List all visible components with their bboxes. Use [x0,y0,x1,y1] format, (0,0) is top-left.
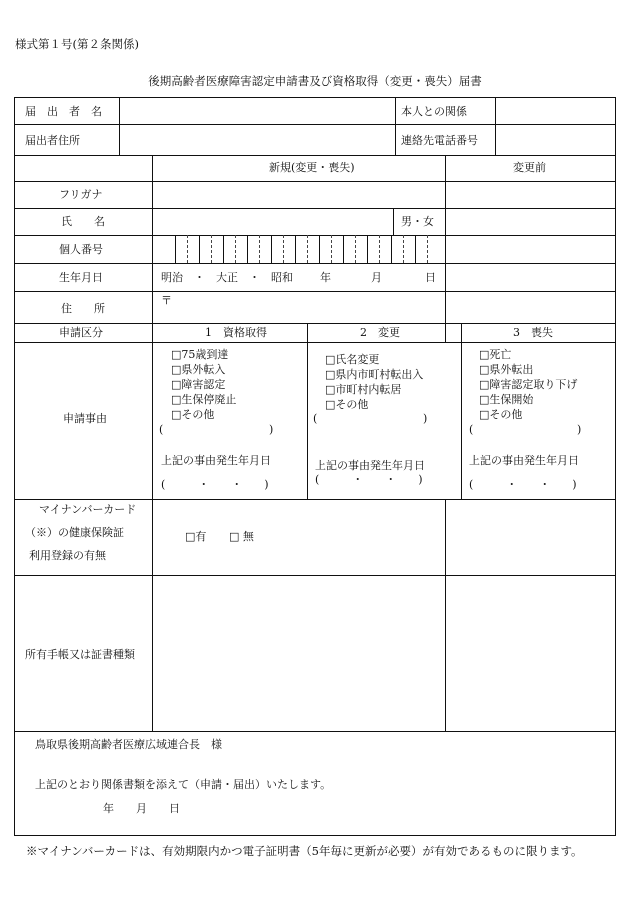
digit-divider [271,235,272,263]
new-column-header: 新規(変更・喪失) [269,161,355,174]
reason-checkbox[interactable]: □県外転入 [171,363,226,376]
mynumber-yes-checkbox[interactable]: □有 [185,530,207,543]
row-divider [15,235,615,236]
row-divider [15,263,615,264]
personal-number-label: 個人番号 [59,243,103,256]
paren-close: ) [577,423,582,436]
birthdate-label: 生年月日 [59,271,103,284]
col-divider [307,323,308,499]
phone-label: 連絡先電話番号 [401,134,478,147]
occurrence-date-note: 上記の事由発生年月日 [469,454,579,467]
occurrence-date-note: 上記の事由発生年月日 [315,459,425,472]
category-change: 2 変更 [360,326,400,339]
digit-subdivider [379,235,380,263]
birth-month-label: 月 [371,271,382,284]
birth-day-label: 日 [425,271,436,284]
digit-divider [247,235,248,263]
row-divider [15,731,615,732]
reason-checkbox[interactable]: □県外転出 [479,363,534,376]
reason-checkbox[interactable]: □市町村内転居 [325,383,402,396]
mynumber-label-line1: マイナンバーカード [39,503,137,516]
digit-subdivider [355,235,356,263]
digit-divider [175,235,176,263]
occurrence-date-note: 上記の事由発生年月日 [161,454,271,467]
row-divider [15,342,615,343]
form-table [14,97,616,836]
digit-divider [223,235,224,263]
col-divider [445,499,446,731]
reason-checkbox[interactable]: □その他 [171,408,215,421]
row-divider [15,575,615,576]
digit-divider [199,235,200,263]
col-divider [461,323,462,499]
postal-mark: 〒 [161,294,172,307]
documents-label: 所有手帳又は証書種類 [25,648,135,661]
relationship-label: 本人との関係 [401,105,467,118]
birth-year-label: 年 [320,271,331,284]
col-divider [152,155,153,731]
reason-checkbox[interactable]: □死亡 [479,348,512,361]
paren-close: ) [423,412,428,425]
paren-open: ( [469,423,474,436]
form-number: 様式第１号(第２条関係) [15,37,139,51]
digit-subdivider [331,235,332,263]
paren-open: ( [159,423,164,436]
addressee: 鳥取県後期高齢者医療広域連合長 様 [35,738,222,751]
before-column-header: 変更前 [513,161,546,174]
digit-divider [319,235,320,263]
reason-checkbox[interactable]: □その他 [479,408,523,421]
digit-subdivider [211,235,212,263]
category-label: 申請区分 [59,326,103,339]
mynumber-label-line3: 利用登録の有無 [29,549,106,562]
notifier-name-label: 届 出 者 名 [25,105,102,118]
digit-divider [343,235,344,263]
footnote: ※マイナンバーカードは、有効期限内かつ電子証明書（5年毎に更新が必要）が有効であるものに限ります。 [26,844,583,858]
statement: 上記のとおり関係書類を添えて（申請・届出）いたします。 [35,778,332,791]
digit-divider [295,235,296,263]
name-label: 氏 名 [61,215,105,228]
row-divider [15,124,615,125]
era-options: 明治 ・ 大正 ・ 昭和 [161,271,293,284]
digit-subdivider [283,235,284,263]
reason-checkbox[interactable]: □生保開始 [479,393,534,406]
row-divider [15,181,615,182]
col-divider [445,155,446,342]
row-divider [15,499,615,500]
occurrence-date-field[interactable]: ( ・ ・ ) [469,478,577,491]
col-divider [395,98,396,155]
submission-date: 年 月 日 [103,802,180,815]
digit-subdivider [427,235,428,263]
reason-checkbox[interactable]: □障害認定取り下げ [479,378,578,391]
row-divider [15,323,615,324]
mynumber-no-checkbox[interactable]: □ 無 [229,530,254,543]
col-divider [119,98,120,155]
address-label: 住 所 [61,302,105,315]
digit-divider [391,235,392,263]
notifier-address-label: 届出者住所 [25,134,80,147]
digit-subdivider [235,235,236,263]
category-acquire: 1 資格取得 [205,326,267,339]
reason-checkbox[interactable]: □生保停廃止 [171,393,237,406]
digit-divider [415,235,416,263]
digit-subdivider [187,235,188,263]
reason-checkbox[interactable]: □その他 [325,398,369,411]
mynumber-label-line2: （※）の健康保険証 [25,526,124,539]
furigana-label: フリガナ [59,188,103,201]
reason-checkbox[interactable]: □75歳到達 [171,348,229,361]
occurrence-date-field[interactable]: ( ・ ・ ) [315,473,423,486]
row-divider [15,208,615,209]
paren-open: ( [313,412,318,425]
reason-label: 申請事由 [63,412,107,425]
reason-checkbox[interactable]: □県内市町村転出入 [325,368,424,381]
row-divider [15,155,615,156]
gender-option: 男・女 [401,215,434,228]
digit-subdivider [403,235,404,263]
paren-close: ) [269,423,274,436]
reason-checkbox[interactable]: □氏名変更 [325,353,380,366]
reason-checkbox[interactable]: □障害認定 [171,378,226,391]
col-divider [495,98,496,155]
category-loss: 3 喪失 [513,326,553,339]
occurrence-date-field[interactable]: ( ・ ・ ) [161,478,269,491]
row-divider [15,291,615,292]
digit-subdivider [259,235,260,263]
digit-subdivider [307,235,308,263]
document-title: 後期高齢者医療障害認定申請書及び資格取得（変更・喪失）届書 [148,74,482,88]
digit-divider [367,235,368,263]
col-divider [393,208,394,235]
